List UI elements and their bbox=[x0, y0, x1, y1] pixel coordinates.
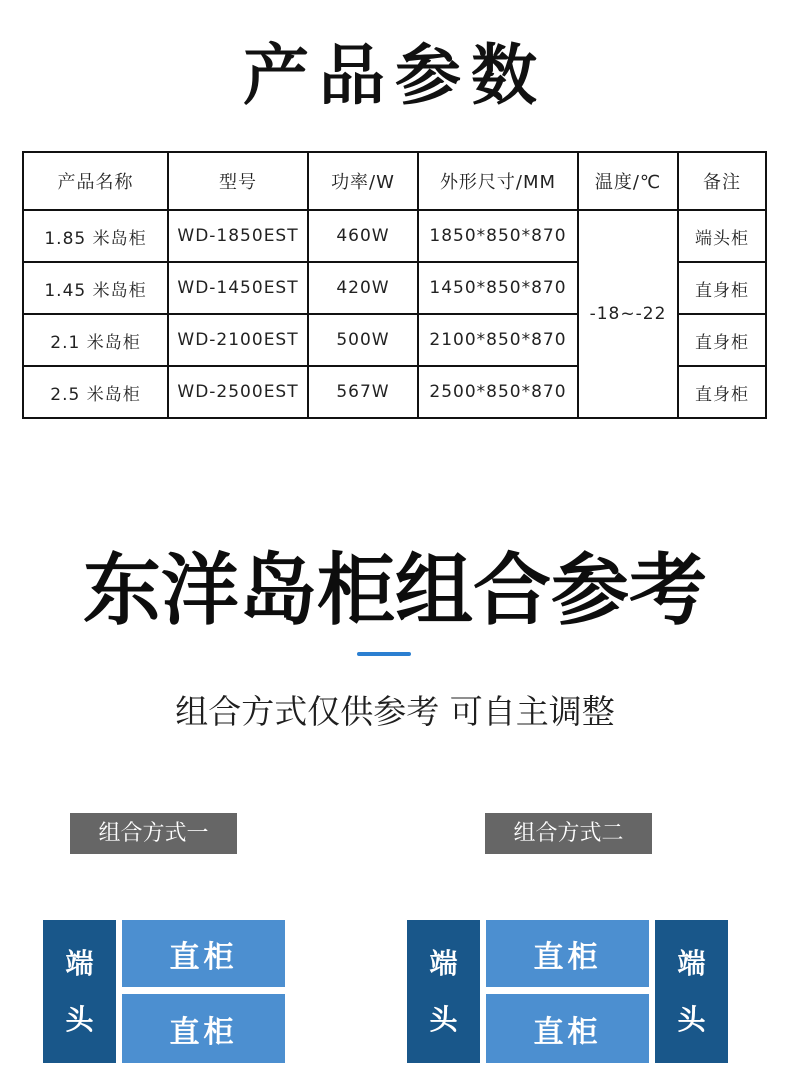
cell-note: 端头柜 bbox=[678, 210, 766, 262]
cell-model: WD-1450EST bbox=[168, 262, 308, 314]
cell-size: 1450*850*870 bbox=[418, 262, 578, 314]
end-tile-char: 头 bbox=[677, 1002, 706, 1036]
table-row bbox=[23, 210, 766, 262]
option2-straight-tile: 直柜 bbox=[486, 994, 649, 1063]
cell-size: 2500*850*870 bbox=[418, 366, 578, 418]
header-model: 型号 bbox=[168, 152, 308, 210]
params-title: 产品参数 bbox=[243, 37, 547, 114]
cell-model: WD-1850EST bbox=[168, 210, 308, 262]
cell-size: 1850*850*870 bbox=[418, 210, 578, 262]
option1-straight-tile: 直柜 bbox=[122, 920, 285, 987]
cell-power: 500W bbox=[308, 314, 418, 366]
header-power: 功率/W bbox=[308, 152, 418, 210]
end-tile-char: 端 bbox=[429, 946, 458, 980]
end-tile-char: 端 bbox=[65, 946, 94, 980]
end-tile-char: 头 bbox=[429, 1002, 458, 1036]
params-table bbox=[22, 151, 767, 419]
cell-name: 2.5 米岛柜 bbox=[23, 366, 168, 418]
option2-straight-tile: 直柜 bbox=[486, 920, 649, 987]
cell-model: WD-2100EST bbox=[168, 314, 308, 366]
cell-name: 1.85 米岛柜 bbox=[23, 210, 168, 262]
combination-title: 东洋岛柜组合参考 bbox=[82, 546, 707, 636]
option1-end-tile bbox=[43, 920, 116, 1063]
combination-subtitle: 组合方式仅供参考 可自主调整 bbox=[175, 692, 615, 731]
cell-size: 2100*850*870 bbox=[418, 314, 578, 366]
header-note: 备注 bbox=[678, 152, 766, 210]
cell-power: 420W bbox=[308, 262, 418, 314]
option1-label: 组合方式一 bbox=[70, 813, 237, 854]
table-header-row bbox=[23, 152, 766, 210]
header-product-name: 产品名称 bbox=[23, 152, 168, 210]
cell-name: 2.1 米岛柜 bbox=[23, 314, 168, 366]
cell-note: 直身柜 bbox=[678, 314, 766, 366]
cell-power: 567W bbox=[308, 366, 418, 418]
header-temperature: 温度/℃ bbox=[578, 152, 678, 210]
cell-name: 1.45 米岛柜 bbox=[23, 262, 168, 314]
cell-note: 直身柜 bbox=[678, 262, 766, 314]
cell-model: WD-2500EST bbox=[168, 366, 308, 418]
end-tile-char: 头 bbox=[65, 1002, 94, 1036]
accent-divider bbox=[357, 652, 411, 656]
option2-end-tile-right bbox=[655, 920, 728, 1063]
cell-power: 460W bbox=[308, 210, 418, 262]
header-size: 外形尺寸/MM bbox=[418, 152, 578, 210]
option2-end-tile-left bbox=[407, 920, 480, 1063]
end-tile-char: 端 bbox=[677, 946, 706, 980]
cell-temperature: -18~-22 bbox=[578, 210, 678, 418]
option1-straight-tile: 直柜 bbox=[122, 994, 285, 1063]
option2-label: 组合方式二 bbox=[485, 813, 652, 854]
cell-note: 直身柜 bbox=[678, 366, 766, 418]
